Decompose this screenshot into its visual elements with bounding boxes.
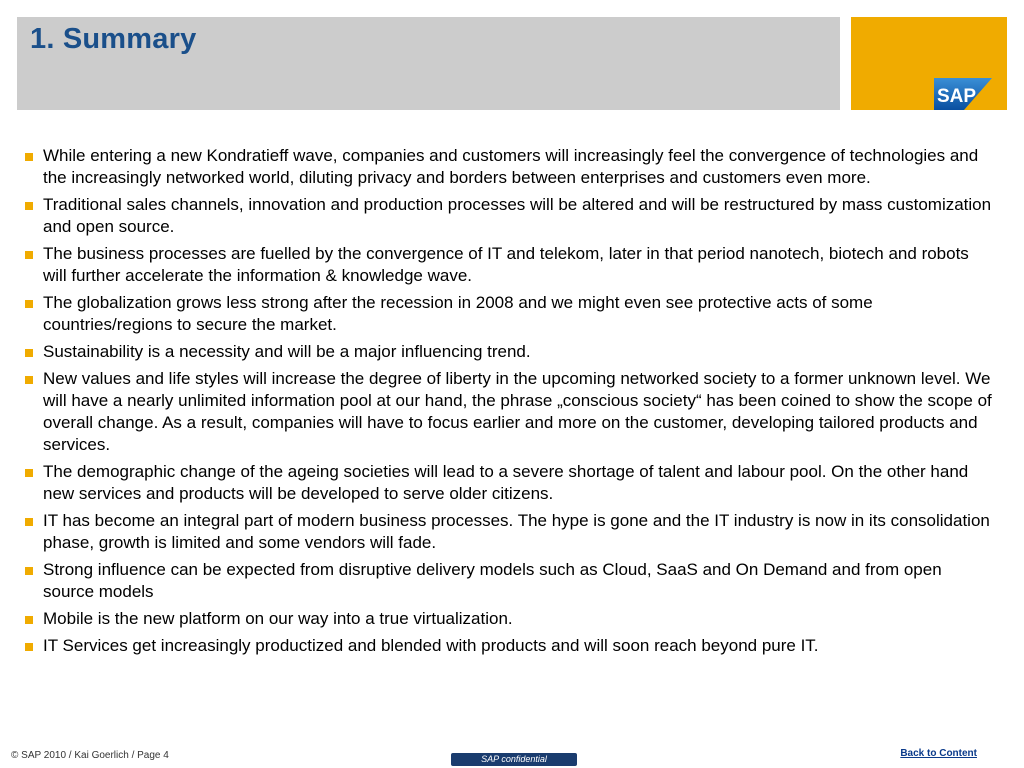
square-bullet-icon — [25, 567, 33, 575]
list-item — [25, 635, 997, 657]
page-title: 1. Summary — [30, 23, 197, 55]
list-item — [25, 194, 997, 238]
list-item — [25, 510, 997, 554]
bullet-text: Strong influence can be expected from disruptive delivery models such as Cloud, SaaS and On Demand and from open source models — [43, 560, 942, 601]
footer-copyright: © SAP 2010 / Kai Goerlich / Page 4 — [11, 750, 169, 761]
confidential-badge: SAP confidential — [451, 753, 577, 766]
square-bullet-icon — [25, 616, 33, 624]
list-item — [25, 368, 997, 456]
square-bullet-icon — [25, 202, 33, 210]
square-bullet-icon — [25, 349, 33, 357]
bullet-text: The demographic change of the ageing societies will lead to a severe shortage of talent and labour pool. On the other hand new services and products will be developed to serve older citizens. — [43, 462, 969, 503]
square-bullet-icon — [25, 153, 33, 161]
bullet-text: The business processes are fuelled by the convergence of IT and telekom, later in that period nanotech, biotech and robots will further accelerate the information & knowledge wave. — [43, 244, 969, 285]
summary-list — [25, 145, 997, 662]
square-bullet-icon — [25, 300, 33, 308]
square-bullet-icon — [25, 643, 33, 651]
bullet-text: Sustainability is a necessity and will be a major influencing trend. — [43, 342, 531, 361]
list-item — [25, 145, 997, 189]
list-item — [25, 243, 997, 287]
list-item — [25, 292, 997, 336]
bullet-text: Mobile is the new platform on our way into a true virtualization. — [43, 609, 513, 628]
square-bullet-icon — [25, 376, 33, 384]
square-bullet-icon — [25, 469, 33, 477]
bullet-text: New values and life styles will increase the degree of liberty in the upcoming networked society to a former unknown level. We will have a nearly unlimited information pool at our hand, the phrase „conscious society“ has been coined to show the scope of overall change. As a result, companies will have to focus earlier and more on the customer, developing tailored products and services. — [43, 369, 992, 454]
square-bullet-icon — [25, 518, 33, 526]
sap-logo — [934, 78, 992, 110]
bullet-text: IT has become an integral part of modern business processes. The hype is gone and the IT industry is now in its consolidation phase, growth is limited and some vendors will fade. — [43, 511, 990, 552]
square-bullet-icon — [25, 251, 33, 259]
back-to-content-link[interactable]: Back to Content — [900, 748, 977, 759]
bullet-text: While entering a new Kondratieff wave, companies and customers will increasingly feel the convergence of technologies and the increasingly networked world, diluting privacy and borders between enterprises and customers even more. — [43, 146, 979, 187]
bullet-text: Traditional sales channels, innovation and production processes will be altered and will be restructured by mass customization and open source. — [43, 195, 992, 236]
title-bar — [17, 17, 840, 110]
bullet-text: IT Services get increasingly productized and blended with products and will soon reach beyond pure IT. — [43, 636, 819, 655]
list-item — [25, 608, 997, 630]
list-item — [25, 559, 997, 603]
list-item — [25, 341, 997, 363]
logo-tile — [851, 17, 1007, 110]
sap-logo-text: SAP — [937, 86, 977, 107]
list-item — [25, 461, 997, 505]
bullet-text: The globalization grows less strong after the recession in 2008 and we might even see protective acts of some countries/regions to secure the market. — [43, 293, 873, 334]
